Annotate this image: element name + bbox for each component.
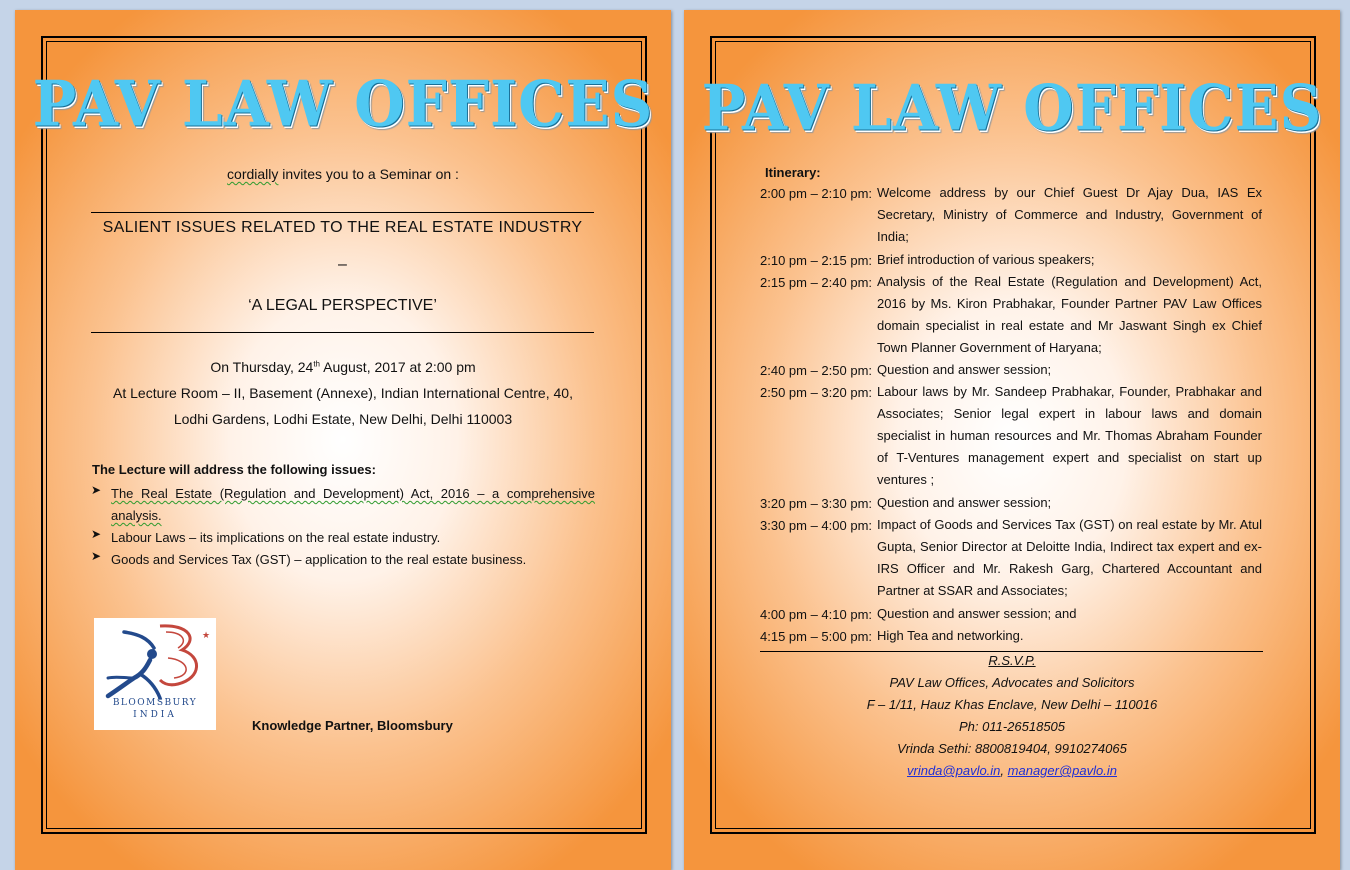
firm-title-banner: PAV LAW OFFICES xyxy=(701,71,1323,145)
seminar-dash: – xyxy=(338,256,347,273)
rsvp-contact: Vrinda Sethi: 8800819404, 9910274065 xyxy=(897,741,1127,756)
rsvp-heading: R.S.V.P. xyxy=(988,653,1036,668)
rsvp-org: PAV Law Offices, Advocates and Solicitors xyxy=(889,675,1135,690)
firm-title-banner: PAV LAW OFFICES xyxy=(32,67,654,141)
divider xyxy=(760,651,1263,652)
itinerary-heading: Itinerary: xyxy=(765,165,821,180)
seminar-subtitle: ‘A LEGAL PERSPECTIVE’ xyxy=(248,297,437,314)
email-link-manager[interactable]: manager@pavlo.in xyxy=(1007,763,1117,778)
page-left xyxy=(15,10,671,870)
list-item: ➤ Labour Laws – its implications on the real estate industry. xyxy=(91,527,441,545)
rsvp-phone: Ph: 011-26518505 xyxy=(958,719,1066,734)
itinerary-desc: Brief introduction of various speakers; xyxy=(877,252,1095,267)
rsvp-address: F – 1/11, Hauz Khas Enclave, New Delhi – 110016 xyxy=(866,697,1158,712)
seminar-title: SALIENT ISSUES RELATED TO THE REAL ESTATE INDUSTRY xyxy=(102,219,583,236)
venue-line-1: At Lecture Room – II, Basement (Annexe), Indian International Centre, 40, xyxy=(113,385,573,401)
itinerary-desc: Welcome address by our Chief Guest Dr Ajay Dua, IAS Ex Secretary, Ministry of Commerce and Industry, Government of India; xyxy=(877,185,1262,244)
divider xyxy=(91,332,594,333)
itinerary-desc: Impact of Goods and Services Tax (GST) on real estate by Mr. Atul Gupta, Senior Director at Deloitte India, Indirect tax expert and ex-IRS Officer and Mr. Rakesh Garg, Chartered Accountant and Partner at SSAR and Associates; xyxy=(877,517,1262,598)
itinerary-time: 2:15 pm – 2:40 pm: xyxy=(760,275,873,290)
itinerary-time: 2:10 pm – 2:15 pm: xyxy=(760,253,873,268)
page-right xyxy=(684,10,1340,870)
invite-line: cordially invites you to a Seminar on : xyxy=(227,166,459,182)
itinerary-desc: Labour laws by Mr. Sandeep Prabhakar, Founder, Prabhakar and Associates; Senior legal expert in labour laws and domain specialist in human resources and Mr. Thomas Abraham Founder of T-Ventures management expert and specialist on start up ventures ; xyxy=(877,384,1262,487)
knowledge-partner: Knowledge Partner, Bloomsbury xyxy=(252,718,453,733)
arrow-bullet-icon: ➤ xyxy=(91,549,102,563)
logo-wordmark-sub: INDIA xyxy=(133,710,177,720)
arrow-bullet-icon: ➤ xyxy=(91,483,102,497)
venue-line-2: Lodhi Gardens, Lodhi Estate, New Delhi, Delhi 110003 xyxy=(173,411,513,427)
issues-heading: The Lecture will address the following issues: xyxy=(92,462,376,477)
itinerary-time: 4:15 pm – 5:00 pm: xyxy=(760,629,873,644)
itinerary-desc: High Tea and networking. xyxy=(877,628,1024,643)
list-item: ➤ Goods and Services Tax (GST) – application to the real estate business. xyxy=(91,549,527,567)
itinerary-time: 3:20 pm – 3:30 pm: xyxy=(760,496,873,511)
list-item: ➤ The Real Estate (Regulation and Development) Act, 2016 – a comprehensive analysis. xyxy=(91,483,595,523)
email-link-vrinda[interactable]: vrinda@pavlo.in xyxy=(907,763,1001,778)
itinerary-time: 2:00 pm – 2:10 pm: xyxy=(760,186,873,201)
svg-text:★: ★ xyxy=(202,631,211,641)
arrow-bullet-icon: ➤ xyxy=(91,527,102,541)
rsvp-emails: vrinda@pavlo.in, manager@pavlo.in xyxy=(907,763,1117,778)
itinerary-time: 4:00 pm – 4:10 pm: xyxy=(760,607,873,622)
itinerary-desc: Question and answer session; xyxy=(877,362,1052,377)
bloomsbury-logo xyxy=(94,618,216,730)
logo-wordmark: BLOOMSBURY xyxy=(112,698,198,708)
itinerary-time: 3:30 pm – 4:00 pm: xyxy=(760,518,873,533)
itinerary-time: 2:40 pm – 2:50 pm: xyxy=(760,363,873,378)
divider xyxy=(91,212,594,213)
itinerary-time: 2:50 pm – 3:20 pm: xyxy=(760,385,873,400)
itinerary-desc: Question and answer session; and xyxy=(877,606,1077,621)
itinerary-desc: Analysis of the Real Estate (Regulation and Development) Act, 2016 by Ms. Kiron Prabhakar, Founder Partner PAV Law Offices domain specialist in real estate and Mr Jaswant Singh ex Chief Town Planner Government of Haryana; xyxy=(877,274,1262,355)
event-date: On Thursday, 24th August, 2017 at 2:00 pm xyxy=(210,359,476,375)
itinerary-desc: Question and answer session; xyxy=(877,495,1052,510)
